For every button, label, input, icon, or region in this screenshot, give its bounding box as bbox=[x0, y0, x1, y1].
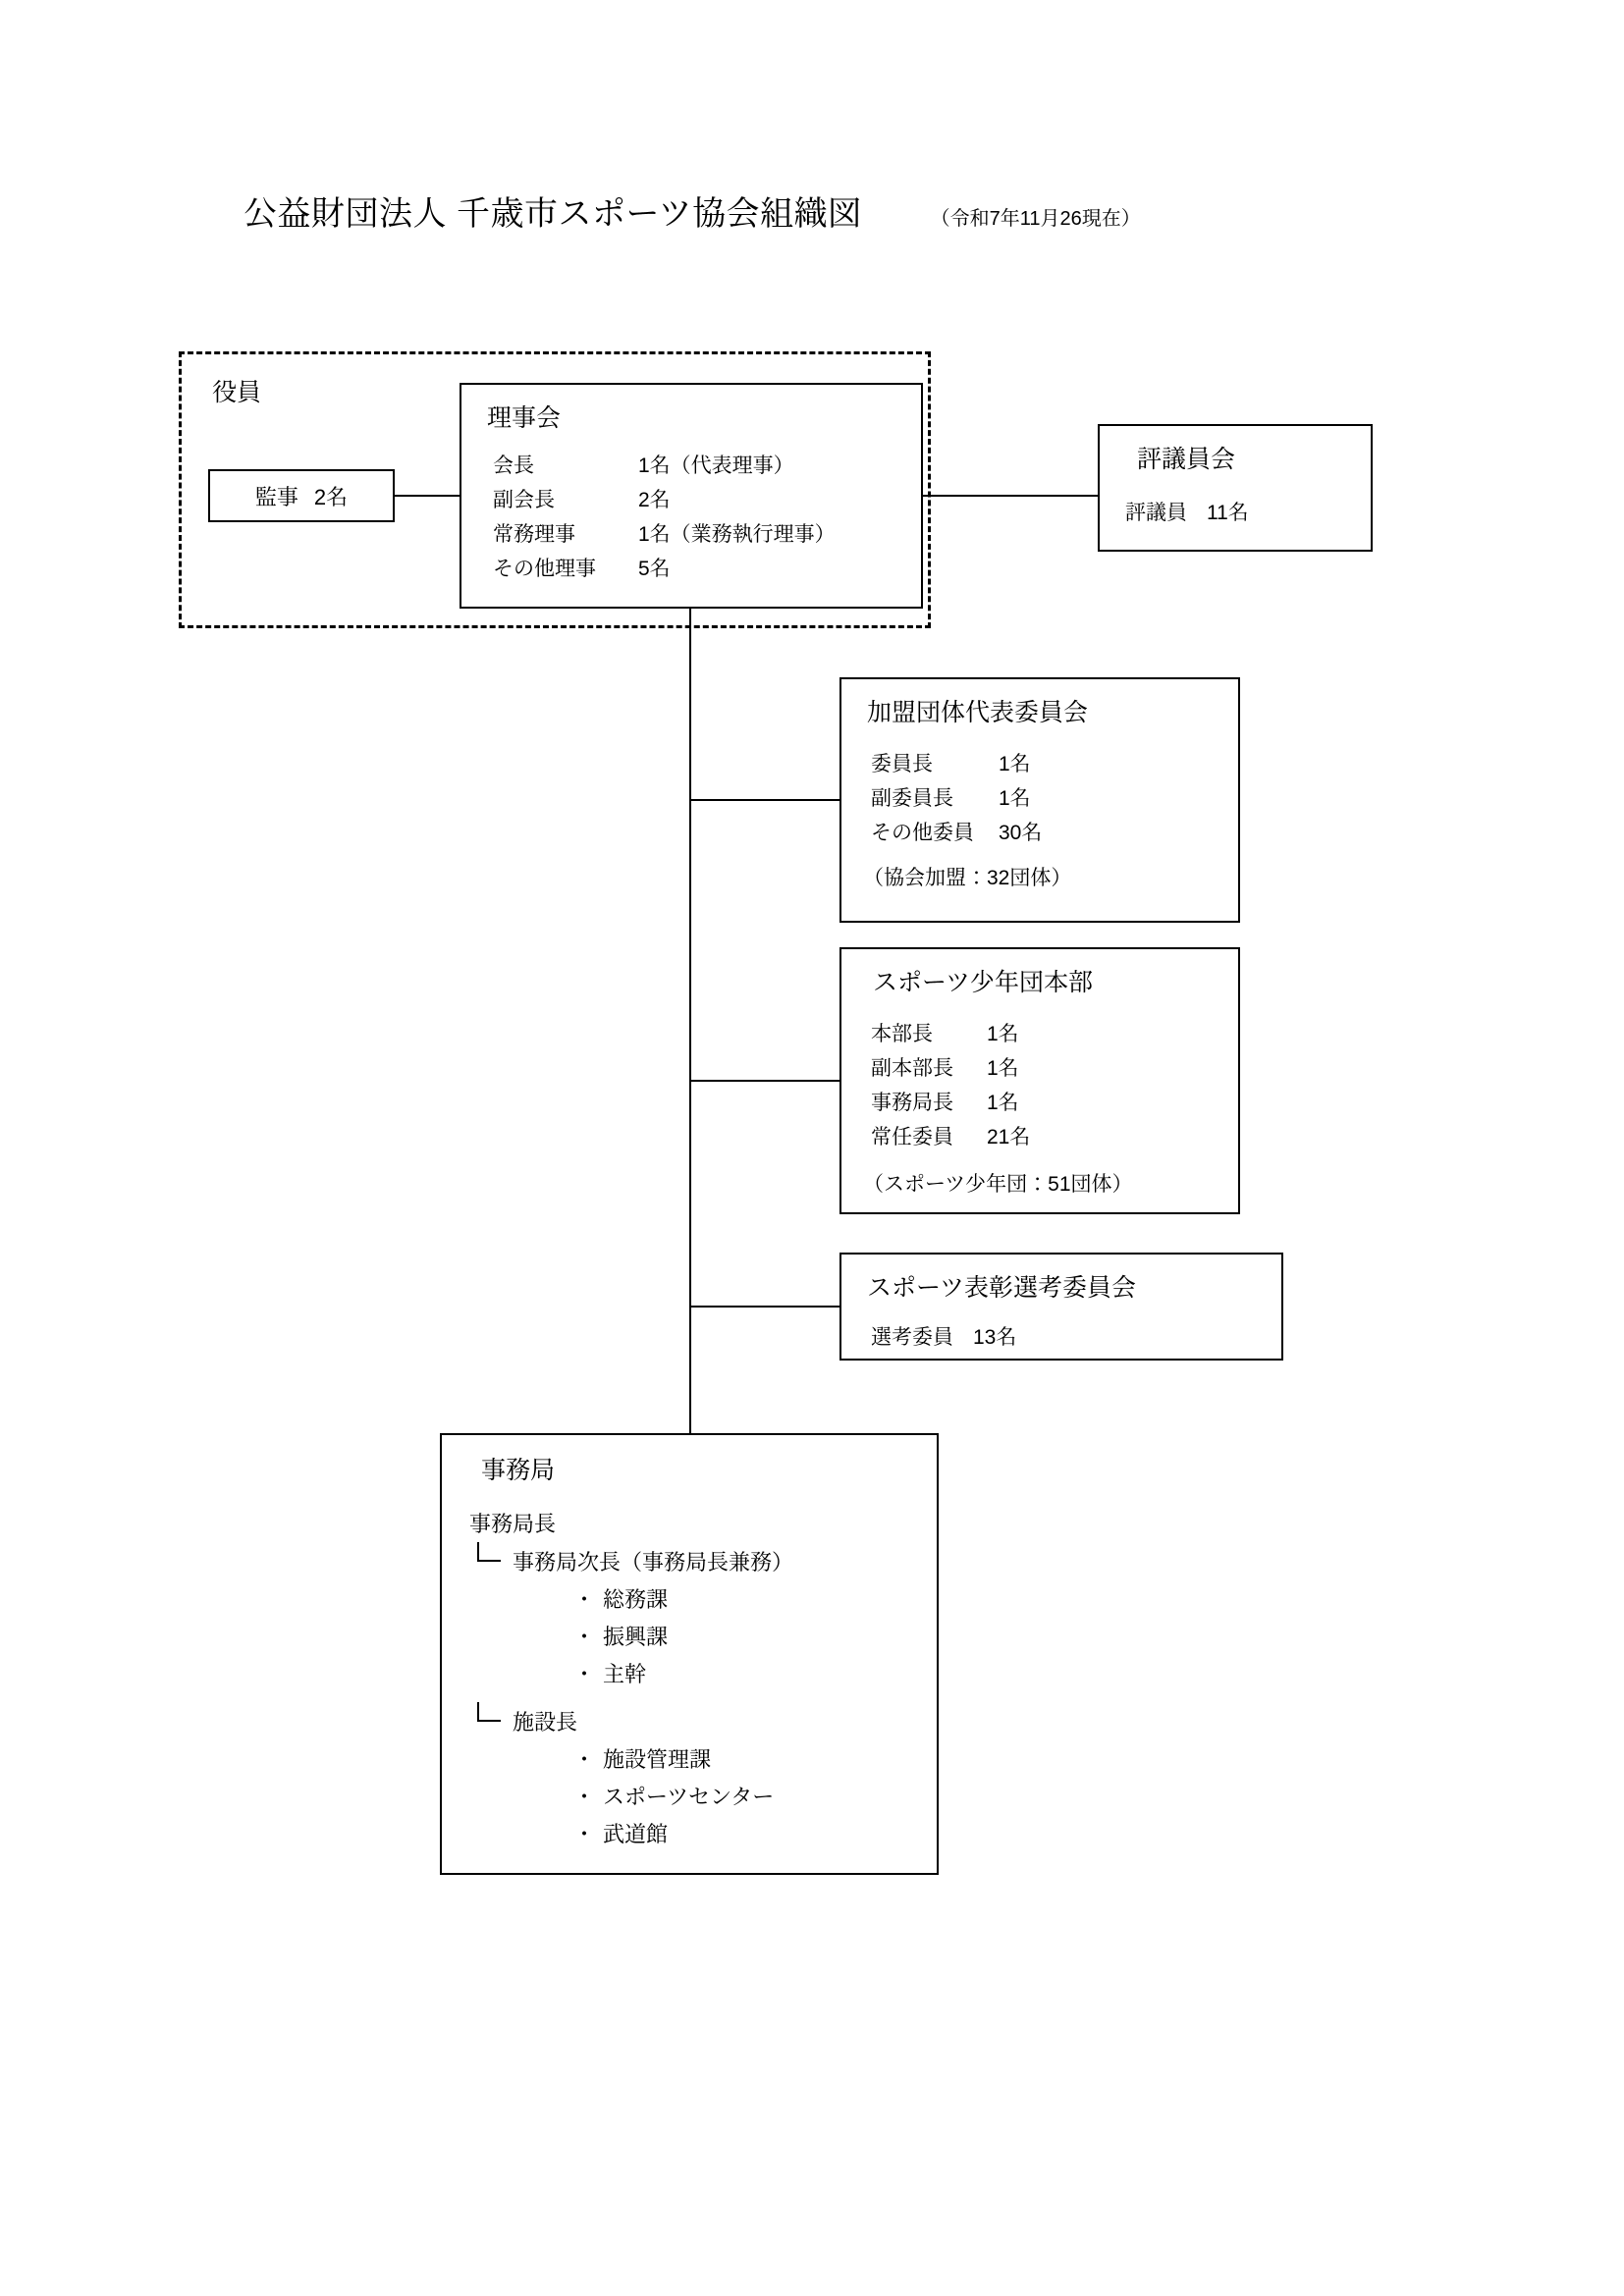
bullet-icon: ・ bbox=[573, 1747, 596, 1772]
secretariat-branch bbox=[477, 1546, 937, 1688]
member-orgs-committee-box bbox=[839, 677, 1240, 923]
youth-row bbox=[871, 1018, 1238, 1047]
board-row-label: 常務理事 bbox=[493, 523, 575, 546]
youth-row bbox=[871, 1087, 1238, 1116]
member-orgs-row-value: 1名 bbox=[999, 787, 1031, 810]
member-orgs-row-value: 1名 bbox=[999, 753, 1031, 775]
youth-row-value: 1名 bbox=[987, 1057, 1019, 1080]
board-row bbox=[493, 553, 921, 582]
youth-row-value: 1名 bbox=[987, 1092, 1019, 1114]
board-rows bbox=[493, 450, 921, 582]
youth-row bbox=[871, 1052, 1238, 1082]
secretariat-branch-head: 事務局次長（事務局長兼務） bbox=[513, 1550, 794, 1575]
board-row-label: 副会長 bbox=[493, 489, 555, 511]
page-title-text: 公益財団法人 千歳市スポーツ協会組織図 bbox=[244, 195, 862, 233]
board-of-directors-box bbox=[460, 383, 923, 609]
youth-title: スポーツ少年団本部 bbox=[873, 969, 1094, 996]
board-row-label: その他理事 bbox=[493, 558, 596, 580]
secretariat-leaf-label: 振興課 bbox=[603, 1625, 669, 1649]
youth-row-label: 事務局長 bbox=[871, 1092, 953, 1114]
connector-trunk-vertical bbox=[689, 609, 691, 1438]
youth-note: （スポーツ少年団：51団体） bbox=[863, 1173, 1133, 1196]
secretariat-box bbox=[440, 1433, 939, 1875]
member-orgs-row-label: 委員長 bbox=[871, 753, 933, 775]
board-row bbox=[493, 518, 921, 548]
secretariat-leaf-label: 主幹 bbox=[603, 1662, 647, 1686]
member-orgs-row bbox=[871, 817, 1238, 846]
awards-row bbox=[871, 1321, 1281, 1351]
secretariat-branch bbox=[477, 1706, 937, 1848]
secretariat-leaf bbox=[573, 1658, 937, 1688]
youth-headquarters-box bbox=[839, 947, 1240, 1214]
board-row-label: 会長 bbox=[493, 454, 534, 477]
board-row bbox=[493, 484, 921, 513]
officers-group-label: 役員 bbox=[212, 379, 262, 406]
auditor-value: 2名 bbox=[313, 484, 349, 509]
bullet-icon: ・ bbox=[573, 1785, 596, 1809]
member-orgs-row-value: 30名 bbox=[999, 822, 1043, 844]
member-orgs-rows bbox=[871, 748, 1238, 846]
youth-row-label: 副本部長 bbox=[871, 1057, 953, 1080]
secretariat-branch-head: 施設長 bbox=[513, 1710, 578, 1735]
awards-committee-box bbox=[839, 1253, 1283, 1361]
board-row bbox=[493, 450, 921, 479]
member-orgs-row-label: その他委員 bbox=[871, 822, 974, 844]
secretariat-leaf bbox=[573, 1743, 937, 1774]
youth-row bbox=[871, 1121, 1238, 1150]
councillors-title: 評議員会 bbox=[1137, 446, 1236, 473]
secretariat-head: 事務局長 bbox=[469, 1512, 557, 1536]
youth-row-label: 常任委員 bbox=[871, 1126, 953, 1148]
board-row-value: 2名 bbox=[638, 489, 671, 511]
councillors-row bbox=[1125, 497, 1371, 526]
secretariat-tree bbox=[477, 1546, 937, 1848]
secretariat-title: 事務局 bbox=[481, 1457, 556, 1484]
awards-title: スポーツ表彰選考委員会 bbox=[867, 1274, 1137, 1302]
member-orgs-title: 加盟団体代表委員会 bbox=[867, 699, 1089, 726]
secretariat-leaf-label: スポーツセンター bbox=[603, 1785, 775, 1809]
page-title bbox=[244, 187, 1141, 235]
connector-board-councillors bbox=[923, 495, 1100, 497]
secretariat-leaf-label: 施設管理課 bbox=[603, 1747, 712, 1772]
auditor-label: 監事 bbox=[254, 484, 298, 509]
auditor-box bbox=[208, 469, 395, 522]
bullet-icon: ・ bbox=[573, 1822, 596, 1846]
bullet-icon: ・ bbox=[573, 1587, 596, 1612]
awards-row-value: 13名 bbox=[973, 1326, 1017, 1349]
councillors-row-value: 11名 bbox=[1207, 502, 1249, 524]
awards-rows bbox=[871, 1321, 1281, 1351]
connector-trunk-member-orgs bbox=[689, 799, 841, 801]
youth-row-value: 21名 bbox=[987, 1126, 1031, 1148]
secretariat-leaf bbox=[573, 1781, 937, 1811]
member-orgs-row bbox=[871, 748, 1238, 777]
secretariat-leaf bbox=[573, 1621, 937, 1651]
youth-row-value: 1名 bbox=[987, 1023, 1019, 1045]
member-orgs-row bbox=[871, 782, 1238, 812]
secretariat-leaf-label: 武道館 bbox=[603, 1822, 669, 1846]
member-orgs-note: （協会加盟：32団体） bbox=[863, 867, 1072, 889]
awards-row-label: 選考委員 bbox=[871, 1326, 953, 1349]
secretariat-leaf bbox=[573, 1583, 937, 1614]
board-row-value: 5名 bbox=[638, 558, 671, 580]
auditor-row bbox=[255, 481, 348, 511]
page-title-date: （令和7年11月26現在） bbox=[930, 208, 1141, 230]
secretariat-leaf bbox=[573, 1818, 937, 1848]
board-row-value: 1名（業務執行理事） bbox=[638, 523, 836, 546]
connector-auditor-board bbox=[395, 495, 461, 497]
secretariat-leaf-label: 総務課 bbox=[603, 1587, 669, 1612]
youth-row-label: 本部長 bbox=[871, 1023, 933, 1045]
councillors-rows bbox=[1125, 497, 1371, 526]
connector-trunk-awards bbox=[689, 1306, 841, 1308]
connector-trunk-youth bbox=[689, 1080, 841, 1082]
councillors-row-label: 評議員 bbox=[1125, 502, 1187, 524]
councillors-box bbox=[1098, 424, 1373, 552]
board-row-value: 1名（代表理事） bbox=[638, 454, 794, 477]
bullet-icon: ・ bbox=[573, 1662, 596, 1686]
bullet-icon: ・ bbox=[573, 1625, 596, 1649]
youth-rows bbox=[871, 1018, 1238, 1150]
member-orgs-row-label: 副委員長 bbox=[871, 787, 953, 810]
board-title: 理事会 bbox=[487, 404, 562, 432]
